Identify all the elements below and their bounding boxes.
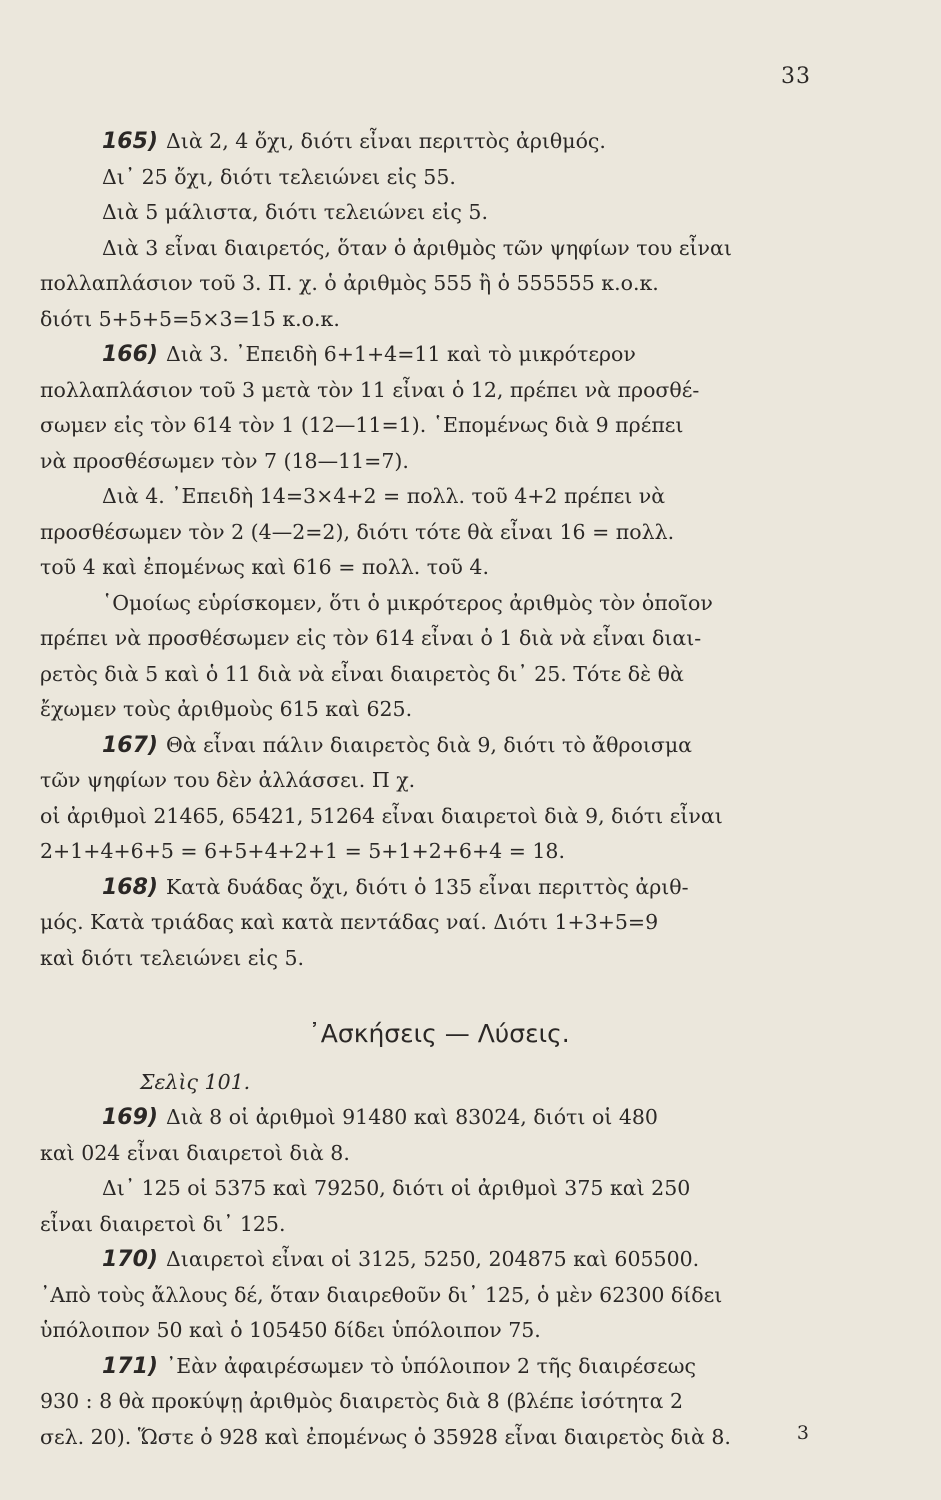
line-text: Διὰ 5 μάλιστα, διότι τελειώνει εἰς 5. (102, 200, 488, 224)
text-line (40, 1171, 808, 1207)
text-line (40, 160, 808, 196)
answers-block-165-168 (40, 124, 808, 976)
line-text: πολλαπλάσιον τοῦ 3 μετὰ τὸν 11 εἶναι ὁ 12, πρέπει νὰ προσθέ- (40, 377, 700, 402)
line-text: Διαιρετοὶ εἶναι οἱ 3125, 5250, 204875 καὶ 605500. (165, 1247, 700, 1271)
line-text: 930 : 8 θὰ προκύψῃ ἀριθμὸς διαιρετὸς διὰ 8 (βλέπε ἰσότητα 2 (40, 1389, 684, 1413)
line-text: Θὰ εἶναι πάλιν διαιρετὸς διὰ 9, διότι τὸ ἄθροισμα (165, 732, 693, 757)
text-line (40, 657, 808, 693)
line-text: καὶ 024 εἶναι διαιρετοὶ διὰ 8. (40, 1140, 350, 1165)
text-line (40, 799, 808, 835)
section-heading: ᾿Ασκήσεις — Λύσεις. (308, 1019, 570, 1048)
text-line (40, 479, 808, 515)
line-text: πρέπει νὰ προσθέσωμεν εἰς τὸν 614 εἶναι ὁ 1 διὰ νὰ εἶναι διαι- (40, 626, 702, 650)
line-text: Διὰ 4. ᾿Επειδὴ 14=3×4+2 = πολλ. τοῦ 4+2 πρέπει νὰ (102, 484, 666, 508)
line-text: Διὰ 3. ᾿Επειδὴ 6+1+4=11 καὶ τὸ μικρότερον (165, 342, 636, 366)
text-line (40, 124, 808, 160)
text-line (40, 621, 808, 657)
line-text: εἶναι διαιρετοὶ δι᾿ 125. (40, 1211, 286, 1236)
line-text: τῶν ψηφίων του δὲν ἀλλάσσει. Π χ. (40, 768, 416, 792)
line-text: ᾿Απὸ τοὺς ἄλλους δέ, ὅταν διαιρεθοῦν δι᾿ 125, ὁ μὲν 62300 δίδει (40, 1282, 723, 1307)
text-line (40, 1278, 808, 1314)
text-line (40, 586, 808, 622)
answer-number: 170) (102, 1247, 158, 1272)
answer-number: 171) (102, 1353, 158, 1379)
text-line (40, 337, 808, 373)
line-text: ρετὸς διὰ 5 καὶ ὁ 11 διὰ νὰ εἶναι διαιρετὸς δι᾿ 25. Τότε δὲ θὰ (40, 661, 684, 686)
text-line (40, 266, 808, 302)
line-text: Κατὰ δυάδας ὄχι, διότι ὁ 135 εἶναι περιττὸς ἀριθ- (165, 874, 689, 899)
text-line (40, 444, 808, 480)
answer-number: 166) (102, 342, 158, 367)
text-line (40, 870, 808, 906)
line-text: σωμεν εἰς τὸν 614 τὸν 1 (12—11=1). ῾Επομένως διὰ 9 πρέπει (40, 413, 684, 437)
text-line (40, 763, 808, 799)
text-line (40, 373, 808, 409)
text-line (40, 1207, 808, 1243)
page-number: 33 (781, 64, 811, 89)
text-line (40, 834, 808, 870)
line-text: ἔχωμεν τοὺς ἀριθμοὺς 615 καὶ 625. (40, 697, 413, 721)
text-line (40, 1100, 808, 1136)
line-text: Διὰ 8 οἱ ἀριθμοὶ 91480 καὶ 83024, διότι οἱ 480 (165, 1105, 658, 1129)
answer-number: 169) (102, 1105, 158, 1130)
text-line (40, 550, 808, 586)
line-text: πολλαπλάσιον τοῦ 3. Π. χ. ὁ ἀριθμὸς 555 ἢ ὁ 555555 κ.ο.κ. (40, 271, 659, 295)
line-text: 2+1+4+6+5 = 6+5+4+2+1 = 5+1+2+6+4 = 18. (40, 839, 565, 863)
text-line (40, 1242, 808, 1278)
line-text: οἱ ἀριθμοὶ 21465, 65421, 51264 εἶναι διαιρετοὶ διὰ 9, διότι εἶναι (40, 803, 723, 828)
line-text: σελ. 20). Ὥστε ὁ 928 καὶ ἐπομένως ὁ 35928 εἶναι διαιρετὸς διὰ 8. (40, 1424, 731, 1449)
line-text: Διὰ 2, 4 ὄχι, διότι εἶναι περιττὸς ἀριθμός. (165, 129, 606, 153)
text-line (40, 231, 808, 267)
line-text: ῾Ομοίως εὑρίσκομεν, ὅτι ὁ μικρότερος ἀριθμὸς τὸν ὁποῖον (102, 590, 713, 615)
text-line (40, 728, 808, 764)
text-line (40, 941, 808, 977)
line-text: ὑπόλοιπον 50 καὶ ὁ 105450 δίδει ὑπόλοιπον 75. (40, 1318, 541, 1342)
answer-number: 167) (102, 732, 158, 758)
line-text: διότι 5+5+5=5×3=15 κ.ο.κ. (40, 306, 340, 331)
text-line (40, 302, 808, 338)
text-line (40, 1420, 808, 1456)
line-text: καὶ διότι τελειώνει εἰς 5. (40, 945, 305, 970)
text-line (40, 515, 808, 551)
line-text: Δι᾿ 125 οἱ 5375 καὶ 79250, διότι οἱ ἀριθμοὶ 375 καὶ 250 (102, 1176, 691, 1200)
text-line (40, 195, 808, 231)
page-content (40, 124, 808, 1455)
text-line (40, 1349, 808, 1385)
line-text: Διὰ 3 εἶναι διαιρετός, ὅταν ὁ ἀριθμὸς τῶν ψηφίων του εἶναι (102, 235, 732, 260)
line-text: μός. Κατὰ τριάδας καὶ κατὰ πεντάδας ναί. Διότι 1+3+5=9 (40, 910, 659, 934)
text-line (40, 1384, 808, 1420)
line-text: νὰ προσθέσωμεν τὸν 7 (18—11=7). (40, 448, 409, 473)
signature-mark: 3 (796, 1422, 809, 1444)
line-text: Δι᾿ 25 ὄχι, διότι τελειώνει εἰς 55. (102, 164, 456, 189)
line-text: προσθέσωμεν τὸν 2 (4—2=2), διότι τότε θὰ εἶναι 16 = πολλ. (40, 519, 675, 544)
line-text: τοῦ 4 καὶ ἐπομένως καὶ 616 = πολλ. τοῦ 4. (40, 555, 489, 579)
text-line (40, 1313, 808, 1349)
text-line (40, 408, 808, 444)
line-text: ᾿Εὰν ἀφαιρέσωμεν τὸ ὑπόλοιπον 2 τῆς διαιρέσεως (165, 1353, 696, 1378)
answer-number: 165) (102, 129, 158, 154)
text-line (40, 692, 808, 728)
answer-number: 168) (102, 874, 158, 900)
text-line (40, 1136, 808, 1172)
section-reference: Σελὶς 101. (140, 1070, 251, 1094)
text-line (40, 905, 808, 941)
answers-block-169-171 (40, 1100, 808, 1455)
